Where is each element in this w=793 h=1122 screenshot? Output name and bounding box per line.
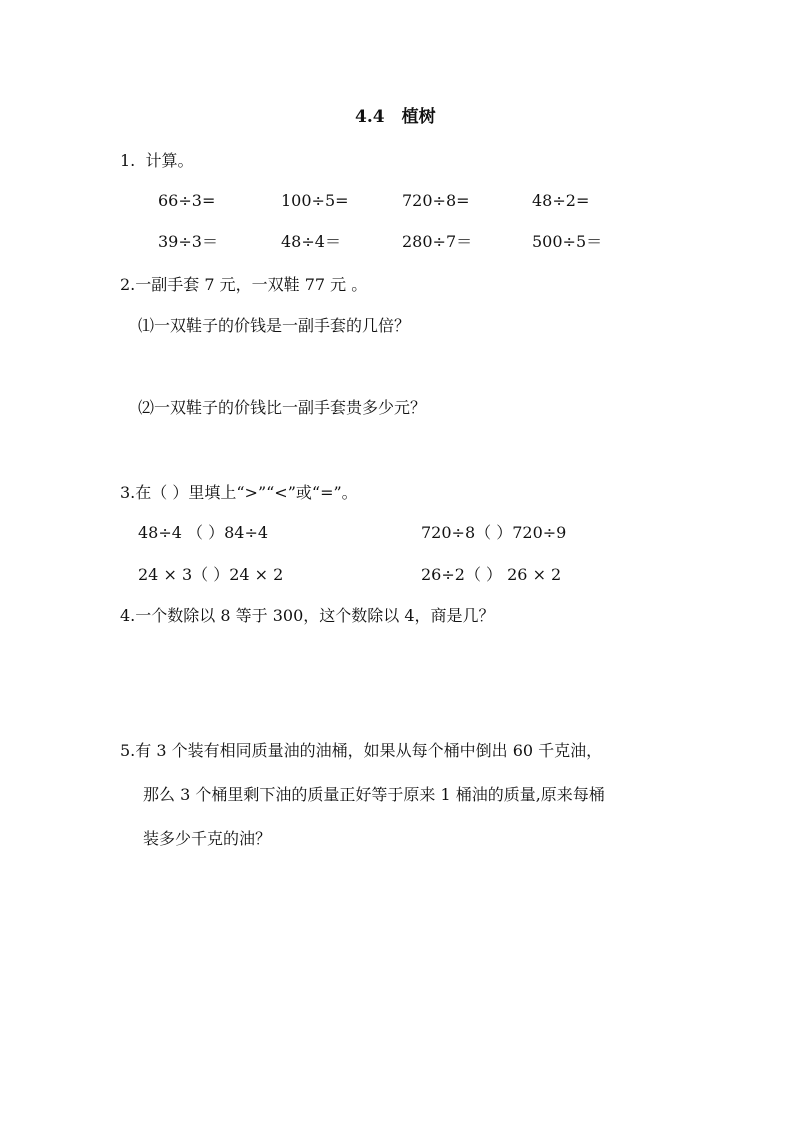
question-2-sub-2: ⑵一双鞋子的价钱比一副手套贵多少元？ [138, 398, 427, 417]
question-4-label: 4.一个数除以 8 等于 300，这个数除以 4，商是几？ [120, 606, 495, 625]
q3-compare-item: 48÷4 （ ）84÷4 [138, 523, 269, 542]
question-5-line-1: 5.有 3 个装有相同质量油的油桶，如果从每个桶中倒出 60 千克油， [120, 741, 603, 760]
question-3-label: 3.在（ ）里填上“>”“<”或“=”。 [120, 483, 358, 502]
q1-expr: 39÷3＝ [158, 232, 218, 251]
q3-compare-item: 26÷2（ ） 26 × 2 [421, 565, 562, 584]
q1-expr: 100÷5= [281, 191, 349, 210]
q1-expr: 280÷7＝ [402, 232, 473, 251]
question-5-line-2: 那么 3 个桶里剩下油的质量正好等于原来 1 桶油的质量,原来每桶 [143, 785, 605, 804]
q1-expr: 48÷4＝ [281, 232, 341, 251]
question-2-label: 2.一副手套 7 元，一双鞋 77 元 。 [120, 275, 368, 294]
question-1-label: 1. 计算。 [120, 151, 194, 170]
q3-compare-item: 720÷8（ ）720÷9 [421, 523, 567, 542]
q1-expr: 48÷2= [532, 191, 590, 210]
q1-expr: 66÷3= [158, 191, 216, 210]
question-5-line-3: 装多少千克的油？ [143, 829, 272, 848]
q1-expr: 500÷5＝ [532, 232, 603, 251]
page-title: 4.4 植树 [355, 107, 436, 127]
question-2-sub-1: ⑴一双鞋子的价钱是一副手套的几倍？ [138, 316, 411, 335]
q3-compare-item: 24 × 3（ ）24 × 2 [138, 565, 284, 584]
q1-expr: 720÷8= [402, 191, 470, 210]
